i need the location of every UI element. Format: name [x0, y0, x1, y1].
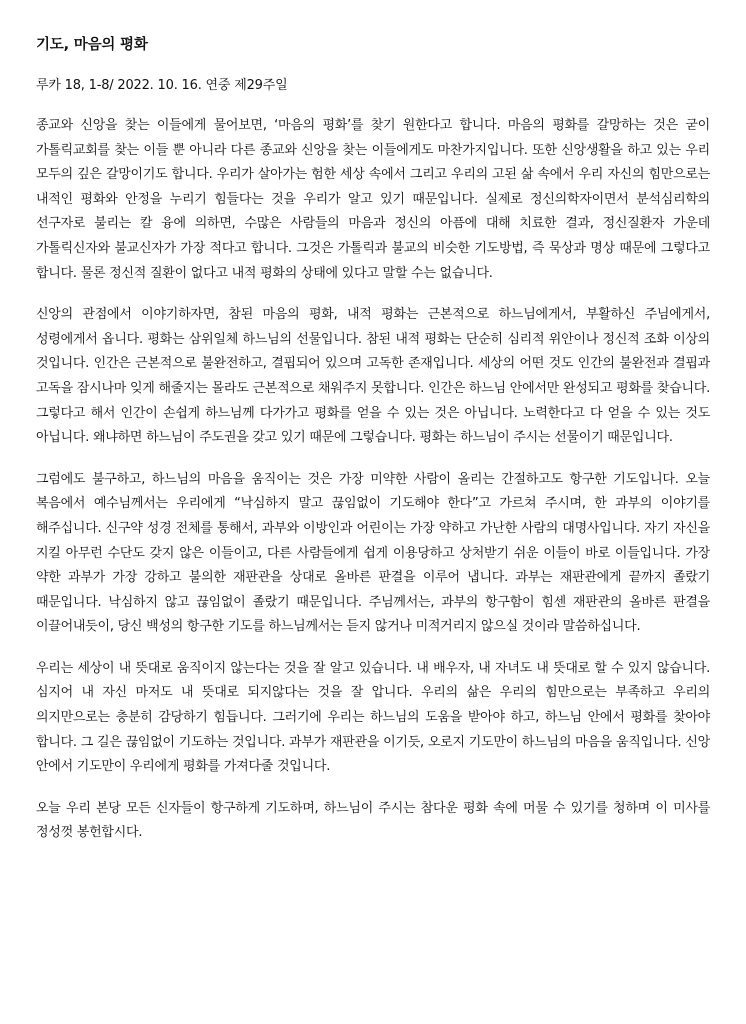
paragraph-1: 종교와 신앙을 찾는 이들에게 물어보면, ‘마음의 평화’를 찾기 원한다고 합니다. 마음의 평화를 갈망하는 것은 굳이 가톨릭교회를 찾는 이들 뿐 아니라 다른 종교와 신앙을 찾는 이들에게도 마찬가지입니다. 또한 신앙생활을 하고 있는 우리 모두의 깊은 갈망이기도 합니다. 우리가 살아가는 험한 세상 속에서 그리고 우리의 고된 삶 속에서 우리 자신의 힘만으로는 내적인 평화와 안정을 누리기 힘들다는 것을 우리가 알고 있기 때문입니다. 실제로 정신의학자이면서 분석심리학의 선구자로 불리는 칼 융에 의하면, 수많은 사람들의 마음과 정신의 아픔에 대해 치료한 결과, 정신질환자 가운데 가톨릭신자와 불교신자가 가장 적다고 합니다. 그것은 가톨릭과 불교의 비슷한 기도방법, 즉 묵상과 명상 때문에 그렇다고 합니다. 물론 정신적 질환이 없다고 내적 평화의 상태에 있다고 말할 수는 없습니다. [36, 118, 710, 281]
document-title: 기도, 마음의 평화 [36, 37, 148, 53]
paragraph-5: 오늘 우리 본당 모든 신자들이 항구하게 기도하며, 하느님이 주시는 참다운 평화 속에 머물 수 있기를 청하며 이 미사를 정성껏 봉헌합시다. [36, 800, 710, 841]
paragraph-4: 우리는 세상이 내 뜻대로 움직이지 않는다는 것을 잘 알고 있습니다. 내 배우자, 내 자녀도 내 뜻대로 할 수 있지 않습니다. 심지어 내 자신 마저도 내 뜻대로 되지않다는 것을 잘 압니다. 우리의 삶은 우리의 힘만으로는 부족하고 우리의 의지만으로는 충분히 감당하기 힘듭니다. 그러기에 우리는 하느님의 도움을 받아야 하고, 하느님 안에서 평화를 찾아야 합니다. 그 길은 끊임없이 기도하는 것입니다. 과부가 재판관을 이기듯, 오로지 기도만이 하느님의 마음을 움직입니다. 신앙 안에서 기도만이 우리에게 평화를 가져다줄 것입니다. [36, 660, 710, 775]
paragraph-3: 그럼에도 불구하고, 하느님의 마음을 움직이는 것은 가장 미약한 사람이 올리는 간절하고도 항구한 기도입니다. 오늘 복음에서 예수님께서는 우리에게 “낙심하지 말고 끊임없이 기도해야 한다”고 가르쳐 주시며, 한 과부의 이야기를 해주십니다. 신구약 성경 전체를 통해서, 과부와 이방인과 어린이는 가장 약하고 가난한 사람의 대명사입니다. 자기 자신을 지킬 아무런 수단도 갖지 않은 이들이고, 다른 사람들에게 쉽게 이용당하고 상처받기 쉬운 이들이 바로 이들입니다. 가장 약한 과부가 가장 강하고 불의한 재판관을 상대로 올바른 판결을 이루어 냅니다. 과부는 재판관에게 끝까지 졸랐기 때문입니다. 낙심하지 않고 끊임없이 졸랐기 때문입니다. 주님께서는, 과부의 항구함이 힘센 재판관의 올바른 판결을 이끌어내듯이, 당신 백성의 항구한 기도를 하느님께서는 듣지 않거나 미적거리지 않으실 것이라 말씀하십니다. [36, 471, 710, 635]
paragraph-2: 신앙의 관점에서 이야기하자면, 참된 마음의 평화, 내적 평화는 근본적으로 하느님에게서, 부활하신 주님에게서, 성령에게서 옵니다. 평화는 삼위일체 하느님의 선물입니다. 참된 내적 평화는 단순히 심리적 위안이나 정신적 조화 이상의 것입니다. 인간은 근본적으로 불완전하고, 결핍되어 있으며 고독한 존재입니다. 세상의 어떤 것도 인간의 불완전과 결핍과 고독을 잠시나마 잊게 해줄지는 몰라도 근본적으로 채워주지 못합니다. 인간은 하느님 안에서만 완성되고 평화를 찾습니다. 그렇다고 해서 인간이 손쉽게 하느님께 다가가고 평화를 얻을 수 있는 것은 아닙니다. 노력한다고 다 얻을 수 있는 것도 아닙니다. 왜냐하면 하느님이 주도권을 갖고 있기 때문에 그렇습니다. 평화는 하느님이 주시는 선물이기 때문입니다. [36, 307, 710, 446]
document-subtitle: 루카 18, 1-8/ 2022. 10. 16. 연중 제29주일 [36, 78, 288, 93]
